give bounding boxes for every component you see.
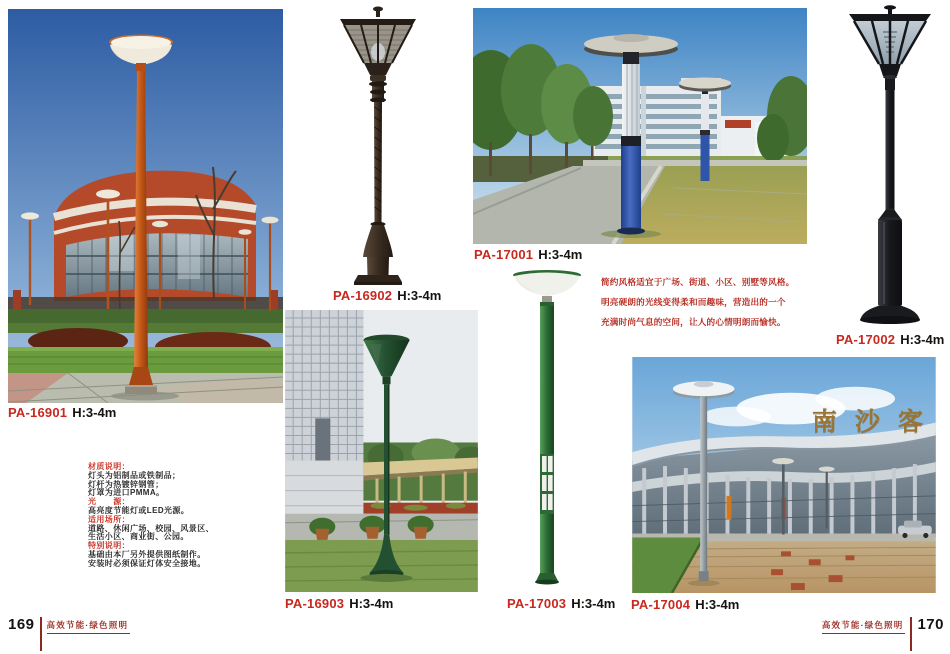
description-line: 明亮硬朗的光线变得柔和而趣味，营造出的一个 [601, 297, 786, 307]
spec-line: 光 源： [88, 497, 130, 507]
product-code: PA-16903 [285, 596, 345, 611]
material-spec-block [88, 463, 238, 569]
product-label-pa17002 [836, 332, 944, 347]
product-code: PA-16902 [333, 288, 393, 303]
product-photo-pa16901 [8, 9, 283, 403]
footer-divider-left [40, 617, 42, 651]
product-label-pa16901 [8, 405, 116, 420]
page-number-left: 169 [8, 616, 35, 633]
product-height: H:3-4m [900, 332, 945, 347]
footer-slogan-right: 高效节能·绿色照明 [822, 617, 906, 634]
product-image-pa17002 [846, 4, 934, 332]
spec-line: 灯头为铝制品或铁制品； [88, 470, 181, 480]
product-code: PA-17002 [836, 332, 896, 347]
product-height: H:3-4m [72, 405, 117, 420]
product-image-pa17003 [501, 266, 593, 588]
product-code: PA-17001 [474, 247, 534, 262]
product-code: PA-17003 [507, 596, 567, 611]
pa17001-scene-illustration [473, 8, 807, 244]
footer-right [822, 617, 944, 651]
spec-line: 道路、休闲广场、校园、风景区、 [88, 523, 214, 533]
pa17003-lamp-illustration [501, 266, 593, 588]
pa17004-scene-illustration [632, 357, 936, 593]
product-height: H:3-4m [571, 596, 616, 611]
spec-line: 生活小区、商业街、公园。 [88, 532, 189, 542]
footer-left [8, 617, 130, 651]
product-label-pa16902 [333, 288, 441, 303]
pa16901-scene-illustration [8, 9, 283, 403]
spec-line: 材质说明： [88, 462, 130, 471]
product-label-pa16903 [285, 596, 393, 611]
spec-line: 特别说明： [88, 541, 130, 551]
page-number-right: 170 [917, 616, 944, 633]
spec-line: 适用场所： [88, 514, 130, 524]
product-code: PA-17004 [631, 597, 691, 612]
product-image-pa16902 [336, 5, 420, 286]
product-label-pa17001 [474, 247, 582, 262]
pa16902-lamp-illustration [336, 5, 420, 286]
spec-line: 高亮度节能灯或LED光源。 [88, 505, 190, 515]
footer-divider-right [910, 617, 912, 651]
product-height: H:3-4m [538, 247, 583, 262]
pa17002-lamp-illustration [846, 4, 934, 332]
pa16903-scene-illustration [285, 310, 478, 592]
spec-line: 安装时必须保证灯体安全接地。 [88, 558, 206, 568]
product-photo-pa17004 [632, 357, 936, 593]
spec-line: 灯罩为进口PMMA。 [88, 488, 165, 498]
product-code: PA-16901 [8, 405, 68, 420]
style-description [601, 272, 795, 332]
product-photo-pa17001 [473, 8, 807, 244]
spec-line: 基础由本厂另外提供图纸制作。 [88, 549, 206, 559]
footer-slogan-left: 高效节能·绿色照明 [47, 617, 131, 634]
description-line: 充满时尚气息的空间，让人的心情明朗而愉快。 [601, 317, 786, 327]
product-photo-pa16903 [285, 310, 478, 592]
product-height: H:3-4m [695, 597, 740, 612]
product-height: H:3-4m [349, 596, 394, 611]
product-label-pa17003 [507, 596, 615, 611]
spec-line: 灯杆为热镀锌钢管； [88, 479, 164, 489]
product-label-pa17004 [631, 597, 739, 612]
product-height: H:3-4m [397, 288, 442, 303]
description-line: 简约风格适宜于广场、街道、小区、别墅等风格。 [601, 277, 795, 287]
terminal-sign-text: 南沙客 [812, 407, 942, 436]
